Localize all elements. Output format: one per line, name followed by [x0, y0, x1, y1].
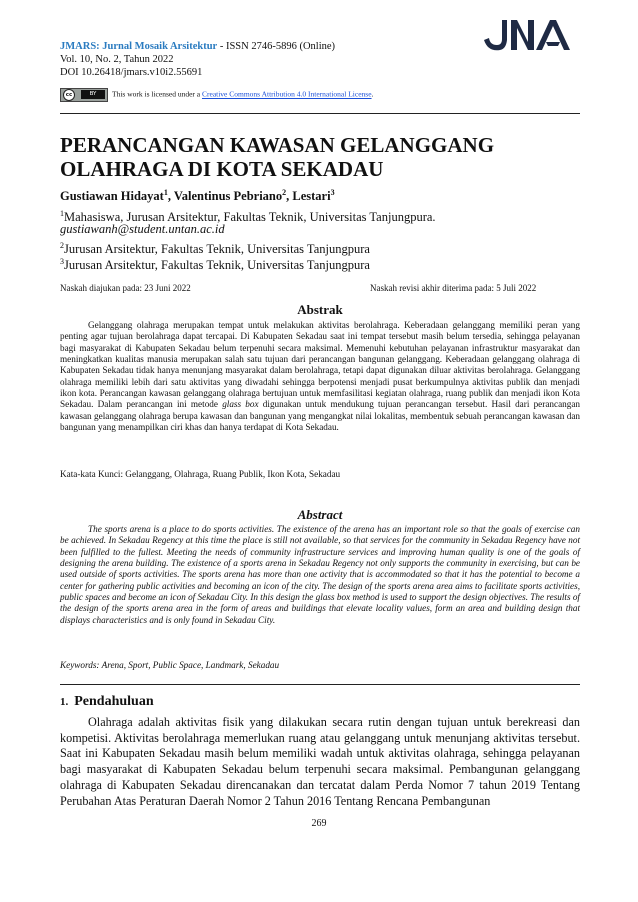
title-line-1: PERANCANGAN KAWASAN GELANGGANG	[60, 133, 495, 157]
abstrak-heading: Abstrak	[297, 302, 343, 317]
abstrak-body: Gelanggang olahraga merupakan tempat untuk melakukan aktivitas berolahraga. Keberadaan gelanggang memiliki peran yang penting agar tujuan berolahraga dapat tercapai. Di Kabupaten Sekadau saat ini tempat tersebut masih belum tersedia, sehingga pelayanan bagi masyarakat di Kabupaten Sekadau belum terpenuhi secara maksimal. Memenuhi kebutuhan pelayanan infrastruktur masyarakat dan meningkatkan kualitas manusia merupakan salah satu tujuan dari perancangan bangunan gelanggang. Keberadaan gelanggang olahraga di Kabupaten Sekadau tidak hanya menunjang masyarakat dalam berolahraga, tetapi dapat digunakan diluar aktivitas berolahraga. Gelanggang olahraga memiliki lebih dari satu aktivitas yang diwadahi sehingga berpotensi menjadi pusat berkumpulnya aktivitas publik dan menjadi ikon kota. Perancangan kawasan gelanggang olahraga bertujuan untuk memfasilitasi kegiatan olahraga, ruang publik dan menjadi ikon Kota Sekadau. Dalam perancangan ini metode glass box digunakan untuk mendukung tujuan perancangan tersebut. Hasil dari perancangan kawasan gelanggang olahraga berupa kawasan dan bangunan yang mengangkat nilai lokalitas, membentuk sebuah perancangan kawasan dan bangunan yang menampilkan ciri khas dan hanya terdapat di Kota Sekadau.	[60, 320, 581, 433]
submitted-date: Naskah diajukan pada: 23 Juni 2022	[60, 283, 191, 293]
license-suffix: .	[371, 89, 374, 99]
section-heading	[60, 694, 154, 710]
affiliation-1: $^1$Mahasiswa, Jurusan Arsitektur, Fakultas Teknik, Universitas Tanjungpura.	[60, 209, 436, 225]
abstrak-keywords: Kata-kata Kunci: Gelanggang, Olahraga, Ruang Publik, Ikon Kota, Sekadau	[60, 469, 341, 479]
title-line-2: OLAHRAGA DI KOTA SEKADAU	[60, 157, 384, 181]
header-divider	[60, 113, 580, 114]
section-body: Olahraga adalah aktivitas fisik yang dilakukan secara rutin dengan tujuan untuk berekreasi dan kompetisi. Aktivitas berolahraga memerlukan ruang atau gelanggang untuk menunjang aktivitas tersebut. Saat ini Kabupaten Sekadau masih belum memiliki wadah untuk aktivitas olahraga, sehingga pelayanan bagi masyarakat di Kabupaten Sekadau belum terpenuhi secara maksimal. Pembangunan gelanggang olahraga di Kabupaten Sekadau direncanakan dan tercatat dalam Perda Nomor 7 tahun 2019 Tentang Perubahan Atas Peraturan Daerah Nomor 2 Tahun 2016 Tentang Rencana Pembangunan	[60, 715, 580, 808]
journal-header-line	[60, 40, 335, 53]
abstract-keywords: Keywords: Arena, Sport, Public Space, Landmark, Sekadau	[60, 660, 280, 670]
author-name: Lestari	[292, 189, 331, 204]
abstract-heading: Abstract	[297, 507, 343, 522]
affiliation-3: $^3$Jurusan Arsitektur, Fakultas Teknik, Universitas Tanjungpura	[60, 257, 370, 273]
article-title	[60, 133, 580, 181]
jma-logo-mark	[480, 14, 580, 54]
section-title: Pendahuluan	[74, 694, 154, 709]
author-name: Valentinus Pebriano	[173, 189, 283, 204]
author-list: Gustiawan Hidayat$^1$, Valentinus Pebriano$^2$, Lestari$^3$	[60, 188, 335, 204]
license-link[interactable]: Creative Commons Attribution 4.0 International License	[201, 89, 372, 99]
journal-issn: - ISSN 2746-5896 (Online)	[217, 41, 336, 52]
author-email: gustiawanh@student.untan.ac.id	[60, 222, 225, 236]
journal-name: JMARS: Jurnal Mosaik Arsitektur	[60, 41, 218, 52]
author-name: Gustiawan Hidayat	[60, 189, 164, 204]
abstract-body: The sports arena is a place to do sports activities. The existence of the arena has an important role so that the goals of exercise can be achieved. In Sekadau Regency at this time the place is still not available, so that services for the community in Sekadau Regency have not been fulfilled to the fullest. Meeting the needs of community infrastructure services and improving human quality is one of the goals of designing the arena building. The existence of a sports arena in Sekadau Regency not only supports the community in exercising, but can be used outside of sports activities. The sports arena has more than one activity that is accommodated so that it has the potential to become a center for gathering public activities and becoming an icon of the city. The design of the sports arena area aims to facilitate sports activities, public spaces and become an icon of Sekadau City. In this design the glass box method is used to support the design objectives. The results of the design of the sports arena area in the form of areas and buildings that elevate locality values, form an area and building design that displays characteristics and is only found in Sekadau City.	[60, 524, 580, 625]
accepted-date: Naskah revisi akhir diterima pada: 5 Juli 2022	[370, 283, 537, 293]
journal-volume: Vol. 10, No. 2, Tahun 2022	[60, 54, 174, 65]
license-prefix: This work is licensed under a	[112, 89, 202, 99]
section-number: 1.	[60, 696, 69, 708]
abstract-divider	[60, 684, 580, 685]
license-line	[60, 88, 373, 102]
affiliation-2: $^2$Jurusan Arsitektur, Fakultas Teknik, Universitas Tanjungpura	[60, 241, 370, 257]
cc-by-badge-icon[interactable]: cc BY	[60, 88, 108, 102]
page-number: 269	[311, 818, 327, 829]
journal-doi: DOI 10.26418/jmars.v10i2.55691	[60, 67, 203, 78]
jma-logo	[480, 14, 580, 54]
